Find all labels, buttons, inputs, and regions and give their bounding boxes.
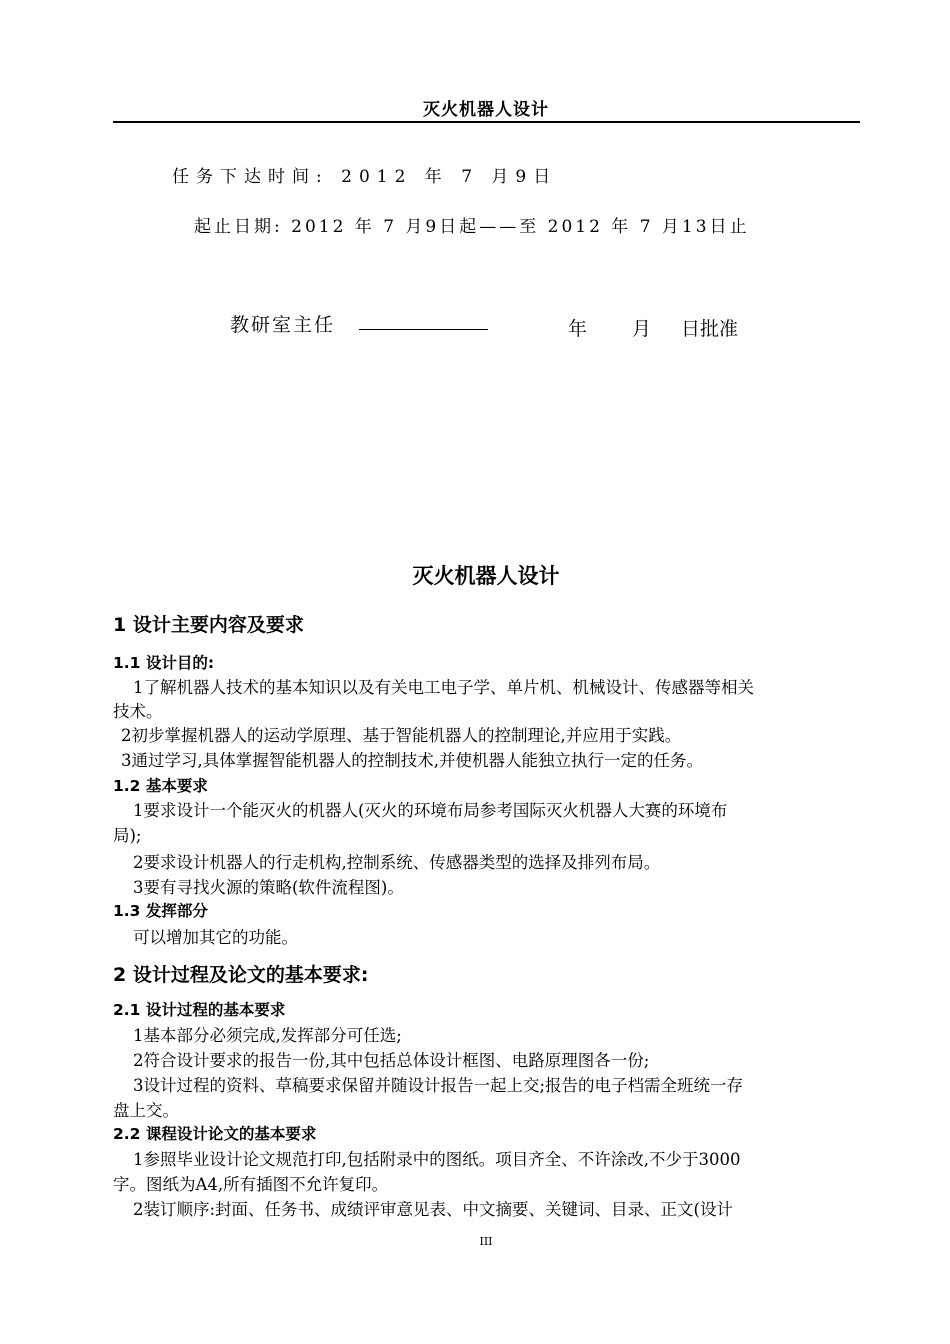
- subsection-heading: 1.1 设计目的:: [113, 654, 215, 672]
- paragraph-line: 3要有寻找火源的策略(软件流程图)。: [133, 878, 404, 897]
- running-header-title: 灭火机器人设计: [423, 100, 549, 120]
- subsection-heading: 2.2 课程设计论文的基本要求: [113, 1125, 317, 1143]
- section-heading: 1 设计主要内容及要求: [113, 614, 304, 636]
- signature-line: [359, 329, 488, 330]
- paragraph-line: 盘上交。: [113, 1101, 179, 1120]
- paragraph-line: 可以增加其它的功能。: [133, 928, 298, 947]
- task-assign-time: 任务下达时间: 2012 年 7 月9日: [172, 167, 558, 187]
- paragraph-line: 2初步掌握机器人的运动学原理、基于智能机器人的控制理论,并应用于实践。: [121, 726, 682, 745]
- approval-month: 月: [632, 318, 652, 340]
- paragraph-line: 2要求设计机器人的行走机构,控制系统、传感器类型的选择及排列布局。: [133, 853, 661, 872]
- section-heading: 2 设计过程及论文的基本要求:: [113, 964, 369, 986]
- paragraph-line: 3设计过程的资料、草稿要求保留并随设计报告一起上交;报告的电子档需全班统一存: [133, 1076, 744, 1095]
- paragraph-line: 1要求设计一个能灭火的机器人(灭火的环境布局参考国际灭火机器人大赛的环境布: [133, 801, 728, 820]
- subsection-heading: 1.3 发挥部分: [113, 902, 208, 920]
- paragraph-line: 3通过学习,具体掌握智能机器人的控制技术,并使机器人能独立执行一定的任务。: [121, 751, 703, 770]
- paragraph-line: 1基本部分必须完成,发挥部分可任选;: [133, 1026, 402, 1045]
- paragraph-line: 1了解机器人技术的基本知识以及有关电工电子学、单片机、机械设计、传感器等相关: [133, 678, 754, 697]
- paragraph-line: 1参照毕业设计论文规范打印,包括附录中的图纸。项目齐全、不许涂改,不少于3000: [133, 1150, 741, 1169]
- task-date-range: 起止日期: 2012 年 7 月9日起——至 2012 年 7 月13日止: [194, 217, 750, 237]
- director-label: 教研室主任: [230, 314, 336, 336]
- approval-year: 年: [568, 318, 588, 340]
- paragraph-line: 局);: [113, 826, 142, 845]
- paragraph-line: 字。图纸为A4,所有插图不允许复印。: [113, 1175, 389, 1194]
- approval-day: 日批准: [681, 318, 739, 340]
- paragraph-line: 技术。: [113, 702, 163, 721]
- document-title: 灭火机器人设计: [412, 564, 560, 588]
- paragraph-line: 2装订顺序:封面、任务书、成绩评审意见表、中文摘要、关键词、目录、正文(设计: [133, 1200, 733, 1219]
- subsection-heading: 1.2 基本要求: [113, 777, 208, 795]
- paragraph-line: 2符合设计要求的报告一份,其中包括总体设计框图、电路原理图各一份;: [133, 1051, 650, 1070]
- subsection-heading: 2.1 设计过程的基本要求: [113, 1001, 286, 1019]
- approval-date: [568, 314, 738, 341]
- header-rule: [113, 121, 860, 123]
- page-number: III: [479, 1235, 493, 1248]
